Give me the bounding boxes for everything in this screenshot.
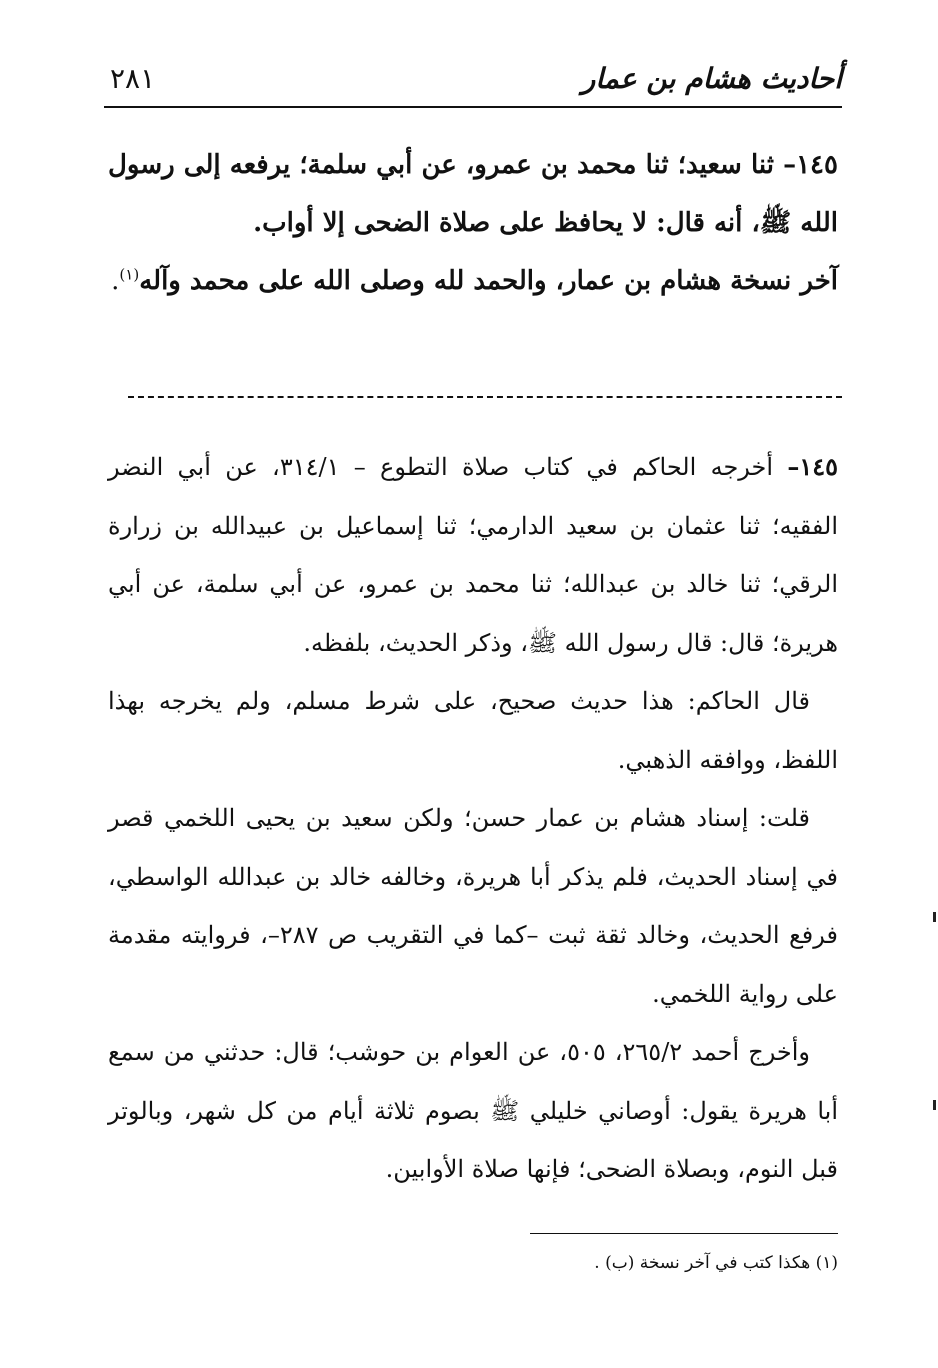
section-divider	[128, 396, 842, 398]
hadith-text: ١٤٥– ثنا سعيد؛ ثنا محمد بن عمرو، عن أبي سلمة؛ يرفعه إلى رسول الله ﷺ، أنه قال: لا يحافظ على صلاة الضحى إلا أواب.	[108, 150, 838, 238]
scan-margin-mark	[933, 1100, 936, 1110]
commentary-paragraph	[108, 789, 838, 1023]
colophon-end: .	[111, 266, 120, 296]
footnote: (١) هكذا كتب في آخر نسخة (ب) .	[594, 1253, 838, 1273]
hadith-text-block	[108, 136, 838, 310]
commentary-paragraph	[108, 438, 838, 672]
paragraph-text: أخرجه الحاكم في كتاب صلاة التطوع – ٣١٤/١، عن أبي النضر الفقيه؛ ثنا عثمان بن سعيد الدارمي؛ ثنا إسماعيل بن عبيدالله بن زرارة الرقي؛ ثنا خالد بن عبدالله؛ ثنا محمد بن عمرو، عن أبي سلمة، عن أبي هريرة؛ قال: قال رسول الله ﷺ، وذكر الحديث، بلفظه.	[108, 453, 838, 657]
footnote-ref: (١)	[119, 265, 140, 284]
paragraph-text: وأخرج أحمد ٢٦٥/٢، ٥٠٥، عن العوام بن حوشب؛ قال: حدثني من سمع أبا هريرة يقول: أوصاني خليلي ﷺ بصوم ثلاثة أيام من كل شهر، وبالوتر قبل النوم، وبصلاة الضحى؛ فإنها صلاة الأوابين.	[108, 1038, 838, 1183]
page-number: ٢٨١	[110, 62, 156, 95]
commentary-block	[108, 438, 838, 1199]
scan-margin-mark	[933, 912, 936, 922]
footnote-rule	[530, 1233, 838, 1234]
hadith-number: ١٤٥–	[787, 452, 838, 481]
colophon	[108, 252, 838, 310]
paragraph-text: قلت: إسناد هشام بن عمار حسن؛ ولكن سعيد بن يحيى اللخمي قصر في إسناد الحديث، فلم يذكر أبا هريرة، وخالفه خالد بن عبدالله الواسطي، فرفع الحديث، وخالد ثقة ثبت –كما في التقريب ص ٢٨٧–، فروايته مقدمة على رواية اللخمي.	[108, 804, 838, 1008]
paragraph-text: قال الحاكم: هذا حديث صحيح، على شرط مسلم، ولم يخرجه بهذا اللفظ، ووافقه الذهبي.	[108, 687, 838, 774]
colophon-text: آخر نسخة هشام بن عمار، والحمد لله وصلى الله على محمد وآله	[139, 266, 838, 296]
commentary-paragraph	[108, 672, 838, 789]
running-title: أحاديث هشام بن عمار	[581, 62, 842, 95]
header-rule	[104, 106, 842, 108]
commentary-paragraph	[108, 1023, 838, 1199]
